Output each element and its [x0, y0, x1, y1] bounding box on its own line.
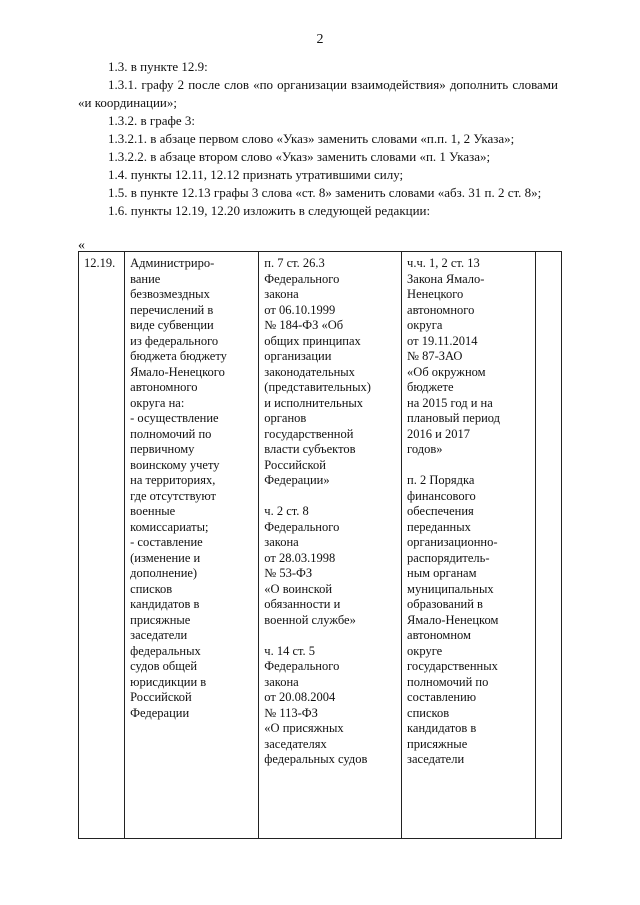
paragraph-1-3: 1.3. в пункте 12.9:	[108, 59, 208, 74]
cell-line: округа	[407, 318, 443, 332]
cell-line: автономном	[407, 628, 471, 642]
cell-line: № 184-ФЗ «Об	[264, 318, 344, 332]
cell-federal-law	[259, 252, 402, 839]
cell-line: безвозмездных	[130, 287, 210, 301]
cell-line: списков	[407, 705, 450, 720]
cell-line: округа на:	[130, 395, 185, 410]
cell-line: распорядитель-	[407, 550, 490, 565]
cell-line: № 53-ФЗ	[264, 566, 313, 580]
cell-line: и исполнительных	[264, 395, 364, 410]
cell-line: автономного	[130, 380, 198, 394]
cell-line: муниципальных	[407, 581, 494, 596]
cell-line: организации	[264, 349, 332, 363]
cell-function	[125, 252, 259, 839]
cell-line: Ненецкого	[407, 287, 464, 301]
cell-line: заседатели	[130, 628, 188, 642]
cell-line: от 06.10.1999	[264, 302, 336, 317]
cell-line: организационно-	[407, 535, 498, 549]
cell-line: обеспечения	[407, 504, 474, 518]
cell-line: «Об окружном	[407, 364, 486, 379]
cell-line: составлению	[407, 690, 477, 704]
cell-line: Федерации	[130, 705, 190, 720]
cell-line: финансового	[407, 488, 476, 503]
cell-line: органов	[264, 411, 307, 425]
cell-line: судов общей	[130, 659, 198, 673]
cell-line: от 28.03.1998	[264, 550, 336, 565]
cell-line: военные	[130, 504, 176, 518]
cell-line: военной службе»	[264, 612, 356, 627]
cell-line: юрисдикции в	[130, 674, 207, 689]
cell-line: первичному	[130, 442, 195, 456]
cell-line: от 19.11.2014	[407, 333, 478, 348]
cell-line: на 2015 год и на	[407, 395, 493, 410]
cell-line: федеральных судов	[264, 752, 368, 766]
cell-line: Закона Ямало-	[407, 271, 485, 286]
cell-line: Федерации»	[264, 473, 330, 487]
cell-line: вание	[130, 271, 161, 286]
cell-line: общих принципах	[264, 333, 361, 348]
cell-line: ным органам	[407, 566, 477, 580]
cell-line: Ямало-Ненецкого	[130, 364, 225, 379]
cell-line: заседатели	[407, 752, 465, 766]
paragraph-1-3-1: 1.3.1. графу 2 после слов «по организации взаимодействия» дополнить словами «и координации»;	[78, 77, 558, 110]
cell-line: образований в	[407, 597, 483, 611]
cell-line: списков	[130, 581, 173, 596]
cell-line: закона	[264, 287, 299, 301]
cell-line: бюджете	[407, 380, 454, 394]
cell-line: полномочий по	[130, 426, 212, 441]
paragraph-1-4: 1.4. пункты 12.11, 12.12 признать утратившими силу;	[108, 167, 404, 182]
cell-line: (представительных)	[264, 380, 371, 394]
paragraph-1-3-2-1: 1.3.2.1. в абзаце первом слово «Указ» заменить словами «п.п. 1, 2 Указа»;	[108, 131, 515, 146]
cell-line: ч.ч. 1, 2 ст. 13	[407, 256, 480, 270]
cell-line: закона	[264, 674, 299, 689]
cell-line: Федерального	[264, 519, 340, 534]
table-row	[79, 252, 562, 839]
paragraph-1-5: 1.5. в пункте 12.13 графы 3 слова «ст. 8» заменить словами «абз. 31 п. 2 ст. 8»;	[108, 185, 542, 200]
cell-line: кандидатов в	[130, 597, 200, 611]
cell-empty	[536, 252, 562, 839]
cell-line: п. 2 Порядка	[407, 473, 475, 487]
cell-line: годов»	[407, 442, 443, 456]
cell-line: государственной	[264, 426, 354, 441]
cell-line: законодательных	[264, 364, 355, 379]
cell-line: - составление	[130, 535, 203, 549]
cell-line: кандидатов в	[407, 721, 477, 735]
cell-line: воинскому учету	[130, 457, 220, 472]
cell-line: ч. 14 ст. 5	[264, 643, 316, 658]
cell-line: № 87-ЗАО	[407, 349, 463, 363]
cell-line: бюджета бюджету	[130, 349, 227, 363]
cell-line	[264, 628, 396, 644]
cell-line: округе	[407, 643, 443, 658]
cell-line: на территориях,	[130, 473, 216, 487]
cell-line: ч. 2 ст. 8	[264, 504, 309, 518]
cell-line: - осуществление	[130, 411, 219, 425]
cell-line: присяжные	[407, 736, 468, 751]
cell-line: перечислений в	[130, 302, 214, 317]
paragraph-1-6: 1.6. пункты 12.19, 12.20 изложить в следующей редакции:	[108, 203, 431, 218]
cell-line: (изменение и	[130, 550, 201, 565]
cell-line: федеральных	[130, 643, 201, 658]
amendment-paragraphs	[78, 58, 558, 220]
cell-line: Российской	[130, 690, 192, 704]
cell-line: обязанности и	[264, 597, 341, 611]
cell-line: Федерального	[264, 659, 340, 673]
cell-regional-law	[402, 252, 536, 839]
paragraph-1-3-2: 1.3.2. в графе 3:	[108, 113, 196, 128]
cell-line: Ямало-Ненецком	[407, 612, 499, 627]
cell-line: Администриро-	[130, 256, 215, 270]
cell-line: «О присяжных	[264, 721, 344, 735]
cell-line: государственных	[407, 659, 498, 673]
cell-line: дополнение)	[130, 566, 198, 580]
cell-line: плановый период	[407, 411, 501, 425]
cell-line: автономного	[407, 302, 475, 317]
cell-line: закона	[264, 535, 299, 549]
cell-line: где отсутствуют	[130, 488, 216, 503]
cell-line: присяжные	[130, 612, 191, 627]
opening-quote: «	[78, 238, 85, 253]
cell-line: 2016 и 2017	[407, 426, 470, 441]
cell-line: Российской	[264, 457, 326, 472]
cell-line: комиссариаты;	[130, 519, 209, 534]
paragraph-1-3-2-2: 1.3.2.2. в абзаце втором слово «Указ» заменить словами «п. 1 Указа»;	[108, 149, 491, 164]
cell-line: п. 7 ст. 26.3	[264, 256, 325, 270]
cell-line	[407, 458, 530, 474]
cell-line	[264, 489, 396, 505]
cell-line: заседателях	[264, 736, 327, 751]
cell-line: «О воинской	[264, 581, 333, 596]
cell-line: переданных	[407, 519, 471, 534]
page-number: 2	[316, 32, 324, 47]
cell-line: от 20.08.2004	[264, 690, 336, 704]
cell-line: из федерального	[130, 333, 219, 348]
cell-row-number: 12.19.	[79, 252, 125, 839]
cell-line: виде субвенции	[130, 318, 214, 332]
cell-line: полномочий по	[407, 674, 489, 689]
cell-line: Федерального	[264, 271, 340, 286]
cell-line: № 113-ФЗ	[264, 705, 318, 720]
amendment-table	[78, 251, 562, 839]
cell-line: власти субъектов	[264, 442, 356, 456]
